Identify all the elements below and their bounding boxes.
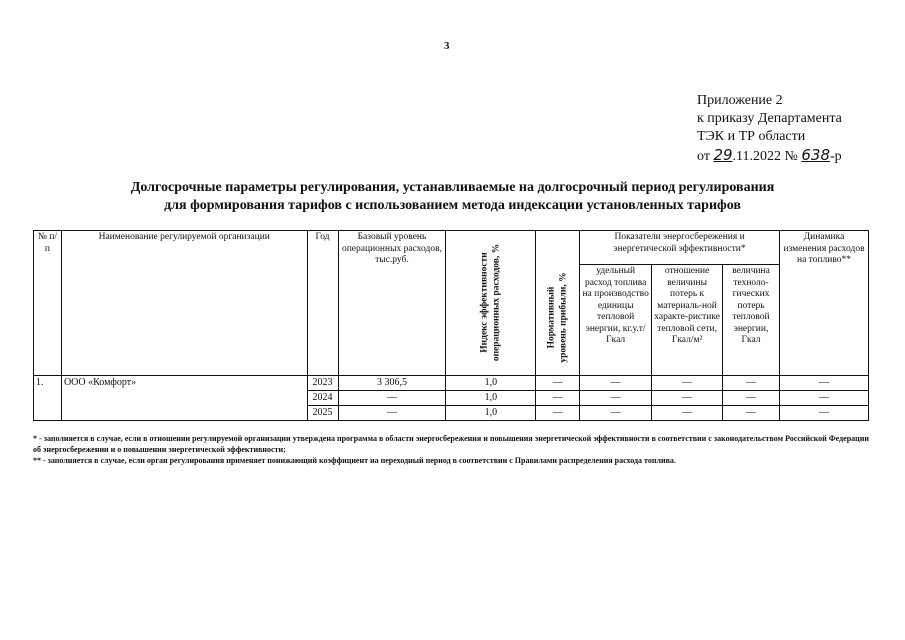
cell-dynamics: —	[780, 406, 869, 421]
cell-index: 1,0	[446, 391, 536, 406]
header-row-1	[34, 231, 869, 265]
header-index-line1: Индекс эффективности	[479, 252, 490, 353]
cell-specific: —	[580, 391, 652, 406]
page-number: 3	[444, 40, 450, 52]
cell-profit: —	[536, 376, 580, 391]
cell-index: 1,0	[446, 406, 536, 421]
cell-losses: —	[723, 406, 780, 421]
cell-base: —	[338, 406, 446, 421]
cell-specific: —	[580, 376, 652, 391]
cell-year: 2023	[307, 376, 338, 391]
cell-base: —	[338, 391, 446, 406]
cell-losses: —	[723, 391, 780, 406]
header-year: Год	[307, 231, 338, 376]
title-line2: для формирования тарифов с использованием метода индексации установленных тарифов	[164, 198, 741, 213]
cell-num: 1.	[34, 376, 62, 421]
annex-block	[697, 92, 842, 166]
header-profit	[536, 231, 580, 376]
parameters-table	[33, 230, 869, 421]
header-indicators: Показатели энергосбережения и энергетической эффективности*	[580, 231, 780, 265]
table-row	[34, 376, 869, 391]
annex-line2: к приказу Департамента	[697, 111, 842, 126]
annex-date-prefix: от	[697, 149, 710, 164]
annex-line3: ТЭК и ТР области	[697, 129, 806, 144]
cell-losses-ratio: —	[652, 406, 723, 421]
annex-order-number: 638	[801, 146, 831, 164]
footnote-1: * - заполняется в случае, если в отношении регулируемой организации утверждена программа в области энергосбережения и повышения энергетической эффективности в соответствии с законодательством Российской Федерации об энергосбережении и о повышении энергетической эффективности;	[33, 434, 869, 454]
header-profit-line1: Нормативный	[546, 286, 557, 349]
header-dynamics: Динамика изменения расходов на топливо**	[780, 231, 869, 376]
footnotes	[33, 434, 869, 468]
header-base: Базовый уровень операционных расходов, тыс.руб.	[338, 231, 446, 376]
cell-index: 1,0	[446, 376, 536, 391]
cell-losses-ratio: —	[652, 391, 723, 406]
header-profit-line2: уровень прибыли, %	[557, 272, 568, 363]
cell-profit: —	[536, 391, 580, 406]
header-losses-ratio: отношение величины потерь к материаль-ной характе-ристике тепловой сети, Гкал/м²	[652, 265, 723, 376]
annex-date-line	[697, 146, 842, 166]
annex-date-rest: .11.2022 №	[732, 149, 798, 164]
header-index-line2: операционных расходов, %	[490, 243, 501, 362]
cell-year: 2024	[307, 391, 338, 406]
cell-dynamics: —	[780, 391, 869, 406]
header-losses: величина техноло-гических потерь тепловой энергии, Гкал	[723, 265, 780, 376]
annex-line1: Приложение 2	[697, 93, 783, 108]
cell-year: 2025	[307, 406, 338, 421]
header-org: Наименование регулируемой организации	[61, 231, 307, 376]
cell-dynamics: —	[780, 376, 869, 391]
cell-losses: —	[723, 376, 780, 391]
header-index	[446, 231, 536, 376]
cell-org: ООО «Комфорт»	[61, 376, 307, 421]
cell-losses-ratio: —	[652, 376, 723, 391]
document-title	[30, 179, 875, 215]
annex-date-day: 29	[713, 146, 733, 164]
title-line1: Долгосрочные параметры регулирования, устанавливаемые на долгосрочный период регулирования	[130, 180, 775, 195]
annex-order-suffix: -р	[830, 149, 842, 164]
cell-base: 3 306,5	[338, 376, 446, 391]
header-specific: удельный расход топлива на производство единицы тепловой энергии, кг.у.т/Гкал	[580, 265, 652, 376]
cell-profit: —	[536, 406, 580, 421]
footnote-2: ** - заполняется в случае, если орган регулирования применяет понижающий коэффициент на переходный период в соответствии с Правилами распределения расхода топлива.	[33, 456, 676, 465]
header-num: № п/п	[34, 231, 62, 376]
cell-specific: —	[580, 406, 652, 421]
